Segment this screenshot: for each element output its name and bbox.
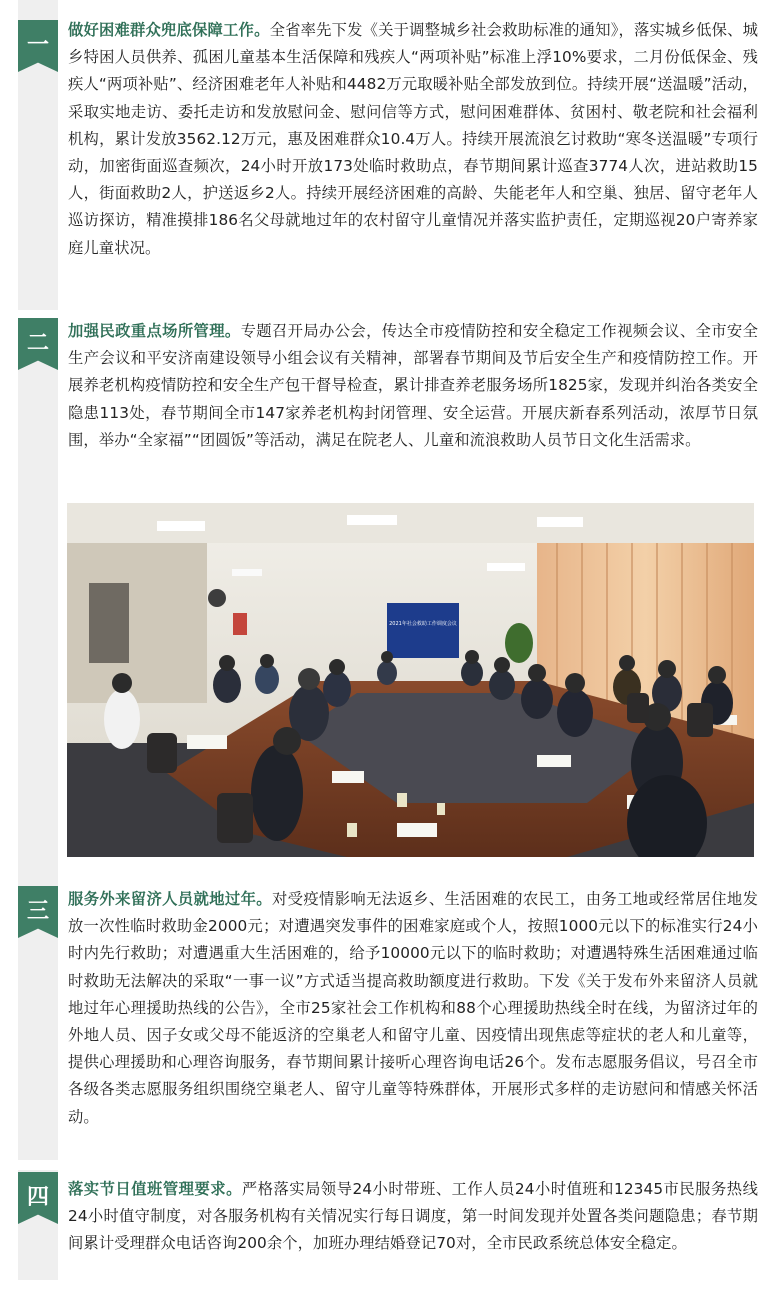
section-4-number: 四 xyxy=(26,1183,49,1210)
section-2-paragraph xyxy=(68,318,758,454)
section-2-body: 专题召开局办公会，传达全市疫情防控和安全稳定工作视频会议、全市安全生产会议和平安济南建设领导小组会议有关精神，部署春节期间及节后安全生产和疫情防控工作。开展养老机构疫情防控和安全生产包干督导检查，累计排查养老服务场所1825家，发现并纠治各类安全隐患113处，春节期间全市147家养老机构封闭管理、安全运营。开展庆新春系列活动，浓厚节日氛围，举办“全家福”“团圆饭”等活动，满足在院老人、儿童和流浪救助人员节日文化生活需求。 xyxy=(68,322,758,449)
section-1-body: 全省率先下发《关于调整城乡社会救助标准的通知》，落实城乡低保、城乡特困人员供养、孤困儿童基本生活保障和残疾人“两项补贴”标准上浮10%要求，二月份低保金、残疾人“两项补贴”、经济困难老年人补贴和4482万元取暖补贴全部发放到位。持续开展“送温暖”活动，采取实地走访、委托走访和发放慰问金、慰问信等方式，慰问困难群体、贫困村、敬老院和社会福利机构，累计发放3562.12万元，惠及困难群众10.4万人。持续开展流浪乞讨救助“寒冬送温暖”专项行动，加密街面巡查频次，24小时开放173处临时救助点，春节期间累计巡查3774人次，进站救助15人，街面救助2人，护送返乡2人。持续开展经济困难的高龄、失能老年人和空巢、独居、留守老年人巡访探访，精准摸排186名父母就地过年的农村留守儿童情况并落实监护责任，定期巡视20户寄养家庭儿童状况。 xyxy=(68,21,758,257)
section-3-paragraph xyxy=(68,886,758,1131)
section-1-number-badge xyxy=(18,20,58,72)
section-1-paragraph xyxy=(68,17,758,262)
section-3-number: 三 xyxy=(26,897,49,924)
section-4-body: 严格落实局领导24小时带班、工作人员24小时值班和12345市民服务热线24小时值守制度，对各服务机构有关情况实行每日调度，第一时间发现并处置各类问题隐患；春节期间累计受理群众电话咨询200余个，加班办理结婚登记70对，全市民政系统总体安全稳定。 xyxy=(68,1180,758,1253)
section-3-number-badge xyxy=(18,886,58,938)
meeting-photo xyxy=(67,503,754,857)
section-3-heading: 服务外来留济人员就地过年。 xyxy=(68,890,272,908)
section-2-strip xyxy=(18,318,58,886)
section-3-body: 对受疫情影响无法返乡、生活困难的农民工，由务工地或经常居住地发放一次性临时救助金2000元；对遭遇突发事件的困难家庭或个人，按照1000元以下的标准实行24小时内先行救助；对遭遇重大生活困难的，给予10000元以下的临时救助；对遭遇特殊生活困难通过临时救助无法解决的采取“一事一议”方式适当提高救助额度进行救助。下发《关于发布外来留济人员就地过年心理援助热线的公告》，全市25家社会工作机构和88个心理援助热线全时在线，为留济过年的外地人员、因子女或父母不能返济的空巢老人和留守儿童、因疫情出现焦虑等症状的老人和儿童等，提供心理援助和心理咨询服务，春节期间累计接听心理咨询电话26个。发布志愿服务倡议，号召全市各级各类志愿服务组织围绕空巢老人、留守儿童等特殊群体，开展形式多样的走访慰问和情感关怀活动。 xyxy=(68,890,758,1126)
section-2-number-badge xyxy=(18,318,58,370)
section-1-heading: 做好困难群众兜底保障工作。 xyxy=(68,21,270,39)
section-2-heading: 加强民政重点场所管理。 xyxy=(68,322,241,340)
section-4-paragraph xyxy=(68,1176,758,1258)
section-2-number: 二 xyxy=(26,329,49,356)
section-4-number-badge xyxy=(18,1172,58,1224)
meeting-photo-illustration xyxy=(67,503,754,857)
screen-title: 2021年社会救助工作调度会议 xyxy=(389,621,457,627)
section-1-number: 一 xyxy=(26,31,49,58)
section-4-heading: 落实节日值班管理要求。 xyxy=(68,1180,242,1198)
